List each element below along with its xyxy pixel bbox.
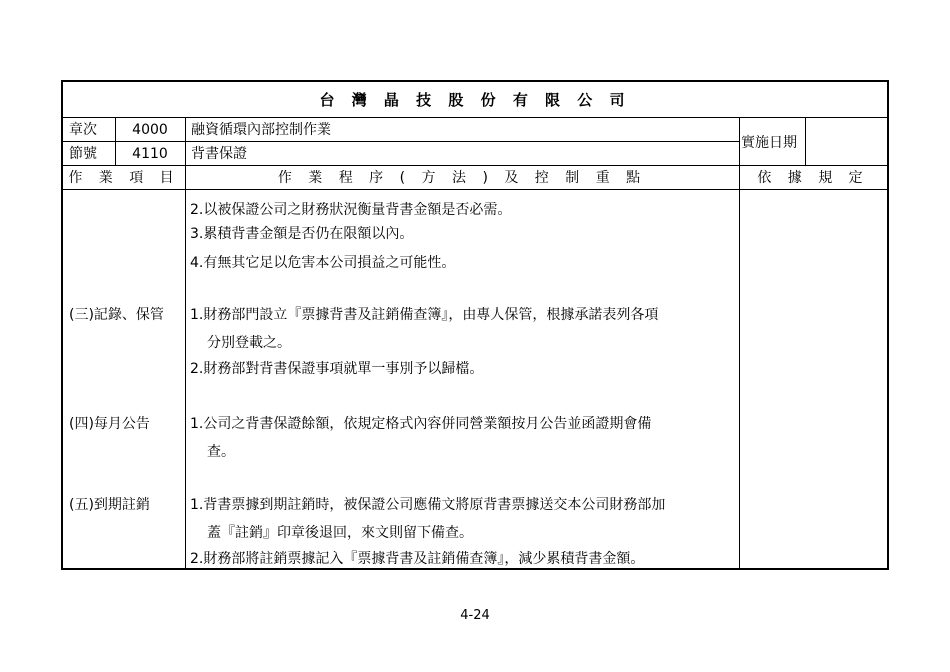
- procedure-line: 1.背書票據到期註銷時，被保證公司應備文將原背書票據送交本公司財務部加: [190, 497, 666, 513]
- item-maturity-cancellation: (五)到期註銷: [69, 497, 150, 513]
- impl-date-label: 實施日期: [741, 135, 797, 151]
- item-record-keeping: (三)記錄、保管: [69, 307, 164, 323]
- procedure-line: 2.財務部將註銷票據記入『票據背書及註銷備查簿』，減少累積背書金額。: [190, 551, 645, 567]
- chapter-title: 融資循環內部控制作業: [191, 122, 331, 138]
- item-monthly-announcement: (四)每月公告: [69, 416, 150, 432]
- company-title: 台 灣 晶 技 股 份 有 限 公 司: [319, 91, 631, 109]
- section-number: 4110: [132, 146, 168, 162]
- title-divider: [63, 117, 887, 118]
- procedure-line: 分別登載之。: [207, 335, 291, 351]
- chapter-number: 4000: [132, 122, 168, 138]
- column-header-top: [63, 165, 887, 166]
- procedure-line: 1.公司之背書保證餘額，依規定格式內容併同營業額按月公告並函證期會備: [190, 416, 652, 432]
- chapter-label: 章次: [69, 122, 97, 138]
- procedure-line: 2.以被保證公司之財務狀況衡量背書金額是否必需。: [190, 202, 512, 218]
- procedure-line: 3.累積背書金額是否仍在限額以內。: [190, 226, 414, 242]
- column-header-procedure: 作 業 程 序 ( 方 法 ) 及 控 制 重 點: [277, 170, 647, 186]
- chapter-divider: [63, 141, 739, 142]
- column-header-item: 作 業 項 目: [68, 170, 180, 186]
- procedure-line: 2.財務部對背書保證事項就單一事別予以歸檔。: [190, 361, 484, 377]
- page-number: 4-24: [460, 608, 490, 623]
- procedure-table: [61, 80, 889, 570]
- section-title: 背書保證: [191, 146, 247, 162]
- procedure-line: 蓋『註銷』印章後退回，來文則留下備查。: [207, 525, 473, 541]
- column-header-bottom: [63, 189, 887, 190]
- procedure-line: 1.財務部門設立『票據背書及註銷備查簿』，由專人保管，根據承諾表列各項: [190, 307, 659, 323]
- procedure-line: 4.有無其它足以危害本公司損益之可能性。: [190, 255, 456, 271]
- column-header-basis: 依 據 規 定: [757, 170, 869, 186]
- procedure-line: 查。: [207, 444, 235, 460]
- section-label: 節號: [69, 146, 97, 162]
- impl-date-divider: [805, 117, 806, 165]
